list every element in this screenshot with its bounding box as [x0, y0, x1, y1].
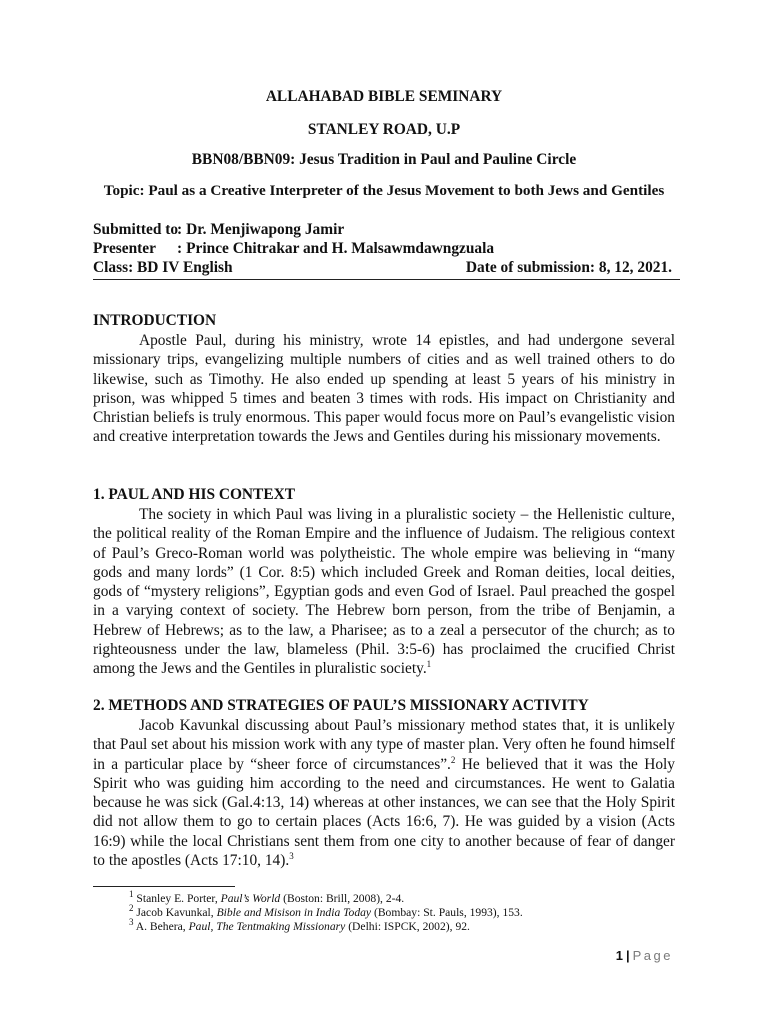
header-divider — [93, 279, 680, 280]
topic-title: Topic: Paul as a Creative Interpreter of the Jesus Movement to both Jews and Gentiles — [103, 182, 665, 199]
section-heading-methods: 2. METHODS AND STRATEGIES OF PAUL’S MISSIONARY ACTIVITY — [93, 697, 589, 714]
institution-title: ALLAHABAD BIBLE SEMINARY — [265, 88, 503, 105]
presenter-label: Presenter — [93, 240, 156, 257]
context-paragraph: The society in which Paul was living in a pluralistic society – the Hellenistic culture, the political reality of the Roman Empire and the influence of Judaism. The religious context of Paul’s Greco-Roman world was polytheistic. The whole empire was believing in “many gods and many lords” (1 Cor. 8:5) which included Greek and Roman deities, local deities, gods of “mystery religions”, Egyptian gods and even God of Israel. Paul preached the gospel in a varying context of society. The Hebrew born person, from the tribe of Benjamin, a Hebrew of Hebrews; as to the law, a Pharisee; as to a zeal a persecutor of the church; as to righteousness under the law, blameless (Phil. 3:5-6) has proclaimed the crucified Christ among the Jews and the Gentiles in pluralistic society.$^1$ — [93, 506, 675, 678]
footnote-divider — [93, 886, 235, 887]
footnote-item: $^3$ A. Behera, Paul, The Tentmaking Missionary (Delhi: ISPCK, 2002), 92. — [129, 917, 470, 934]
footnote-item: $^2$ Jacob Kavunkal, Bible and Misison in India Today (Bombay: St. Pauls, 1993), 153. — [129, 903, 523, 920]
submission-date: Date of submission: 8, 12, 2021. — [465, 259, 672, 276]
section-heading-introduction: INTRODUCTION — [93, 312, 217, 329]
class-date-line — [93, 259, 680, 277]
footnotes-list — [129, 889, 689, 935]
methods-paragraph: Jacob Kavunkal discussing about Paul’s missionary method states that, it is unlikely that Paul set about his mission work with any type of master plan. Very often he found himself in a particular place by “sheer force of circumstances”.$^2$ He believed that it was the Holy Spirit who was guiding him according to the need and circumstances. He went to Galatia because he was sick (Gal.4:13, 14) whereas at other instances, we can see that the Holy Spirit did not allow them to go to certain places (Acts 16:6, 7). He was guided by a vision (Acts 16:9) while the local Christians sent them from one city to another because of fear of danger to the apostles (Acts 17:10, 14).$^3$ — [93, 717, 675, 870]
section-heading-context: 1. PAUL AND HIS CONTEXT — [93, 486, 295, 503]
presenter-line: Presenter : Prince Chitrakar and H. Malsawmdawngzuala — [93, 240, 495, 257]
page-number: 1 | Page — [615, 948, 673, 963]
class-text: Class: BD IV English — [93, 259, 233, 276]
footnote-item: $^1$ Stanley E. Porter, Paul’s World (Boston: Brill, 2008), 2-4. — [129, 889, 405, 905]
submitted-to-line: Submitted to: Dr. Menjiwapong Jamir — [93, 221, 345, 238]
introduction-paragraph: Apostle Paul, during his ministry, wrote 14 epistles, and had undergone several missionary trips, evangelizing multiple numbers of cities and as well trained others to do likewise, such as Timothy. He also ended up spending at least 5 years of his ministry in prison, was whipped 5 times and beaten 3 times with rods. His impact on Christianity and Christian beliefs is truly enormous. This paper would focus more on Paul’s evangelistic vision and creative interpretation towards the Jews and Gentiles during his missionary movements. — [93, 332, 675, 446]
submitted-to-value: Dr. Menjiwapong Jamir — [186, 221, 345, 238]
presenter-value: Prince Chitrakar and H. Malsawmdawngzuala — [186, 240, 495, 257]
course-title: BBN08/BBN09: Jesus Tradition in Paul and Pauline Circle — [191, 151, 577, 168]
footnote-ref-2[interactable]: 2 — [450, 754, 456, 765]
institution-address: STANLEY ROAD, U.P — [307, 121, 461, 138]
footnote-ref-3[interactable]: 3 — [289, 850, 294, 861]
footnote-ref-1[interactable]: 1 — [426, 659, 432, 670]
submitted-to-label: Submitted to — [93, 221, 179, 238]
